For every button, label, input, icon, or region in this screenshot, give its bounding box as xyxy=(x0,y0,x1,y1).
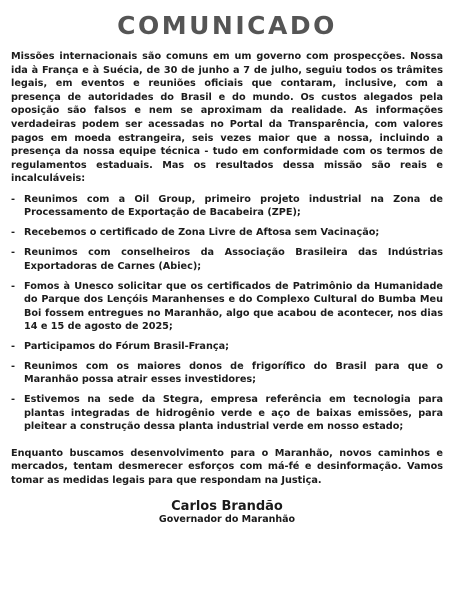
list-item-text: Estivemos na sede da Stegra, empresa referência em tecnologia para plantas integradas de hidrogênio verde e aço de baixas emissões, para pleitear a construção dessa planta industrial verde em nosso estado; xyxy=(24,394,443,433)
list-item-text: Recebemos o certificado de Zona Livre de Aftosa sem Vacinação; xyxy=(24,227,380,239)
list-item-text: Fomos à Unesco solicitar que os certificados de Patrimônio da Humanidade do Parque dos Lençóis Maranhenses e do Complexo Cultural do Bumba Meu Boi fossem entregues no Maranhão, algo que acabou de acontecer, nos dias 14 e 15 de agosto de 2025; xyxy=(24,280,443,332)
bullet-marker: - xyxy=(11,227,16,239)
bullet-marker: - xyxy=(11,280,16,292)
document-title: COMUNICADO xyxy=(117,11,337,40)
results-list xyxy=(11,193,443,434)
intro-paragraph: Missões internacionais são comuns em um governo com prospecções. Nossa ida à França e à Suécia, de 30 de junho a 7 de julho, seguiu todos os trâmites legais, em eventos e reuniões oficiais que contaram, inclusive, com a presença de autoridades do Brasil e do mundo. Os custos alegados pela oposição são falsos e nem se aproximam da realidade. As informações verdadeiras podem ser acessadas no Portal da Transparência, com valores pagos em moeda estrangeira, seis vezes maior que a nossa, incluindo a presença da nossa equipe técnica - tudo em conformidade com os termos de regulamentos estaduais. Mas os resultados dessa missão são reais e incalculáveis: xyxy=(11,51,443,185)
bullet-marker: - xyxy=(11,360,16,372)
bullet-marker: - xyxy=(11,193,16,205)
bullet-marker: - xyxy=(11,340,16,352)
bullet-marker: - xyxy=(11,247,16,259)
list-item xyxy=(11,226,443,239)
list-item-text: Reunimos com os maiores donos de frigorífico do Brasil para que o Maranhão possa atrair esses investidores; xyxy=(24,360,443,386)
signature-role: Governador do Maranhão xyxy=(158,514,296,526)
signature-block xyxy=(11,499,443,526)
list-item xyxy=(11,360,443,387)
list-item-text: Reunimos com a Oil Group, primeiro projeto industrial na Zona de Processamento de Exportação de Bacabeira (ZPE); xyxy=(24,193,443,219)
signature-name: Carlos Brandão xyxy=(171,499,283,515)
bullet-marker: - xyxy=(11,394,16,406)
list-item-text: Participamos do Fórum Brasil-França; xyxy=(24,340,230,352)
closing-paragraph: Enquanto buscamos desenvolvimento para o Maranhão, novos caminhos e mercados, tentam desmerecer esforços com má-fé e desinformação. Vamos tomar as medidas legais para que respondam na Justiça. xyxy=(11,447,443,486)
list-item xyxy=(11,246,443,273)
list-item xyxy=(11,280,443,334)
list-item xyxy=(11,393,443,433)
list-item xyxy=(11,340,443,353)
list-item-text: Reunimos com conselheiros da Associação Brasileira das Indústrias Exportadoras de Carnes (Abiec); xyxy=(24,247,443,272)
list-item xyxy=(11,193,443,220)
